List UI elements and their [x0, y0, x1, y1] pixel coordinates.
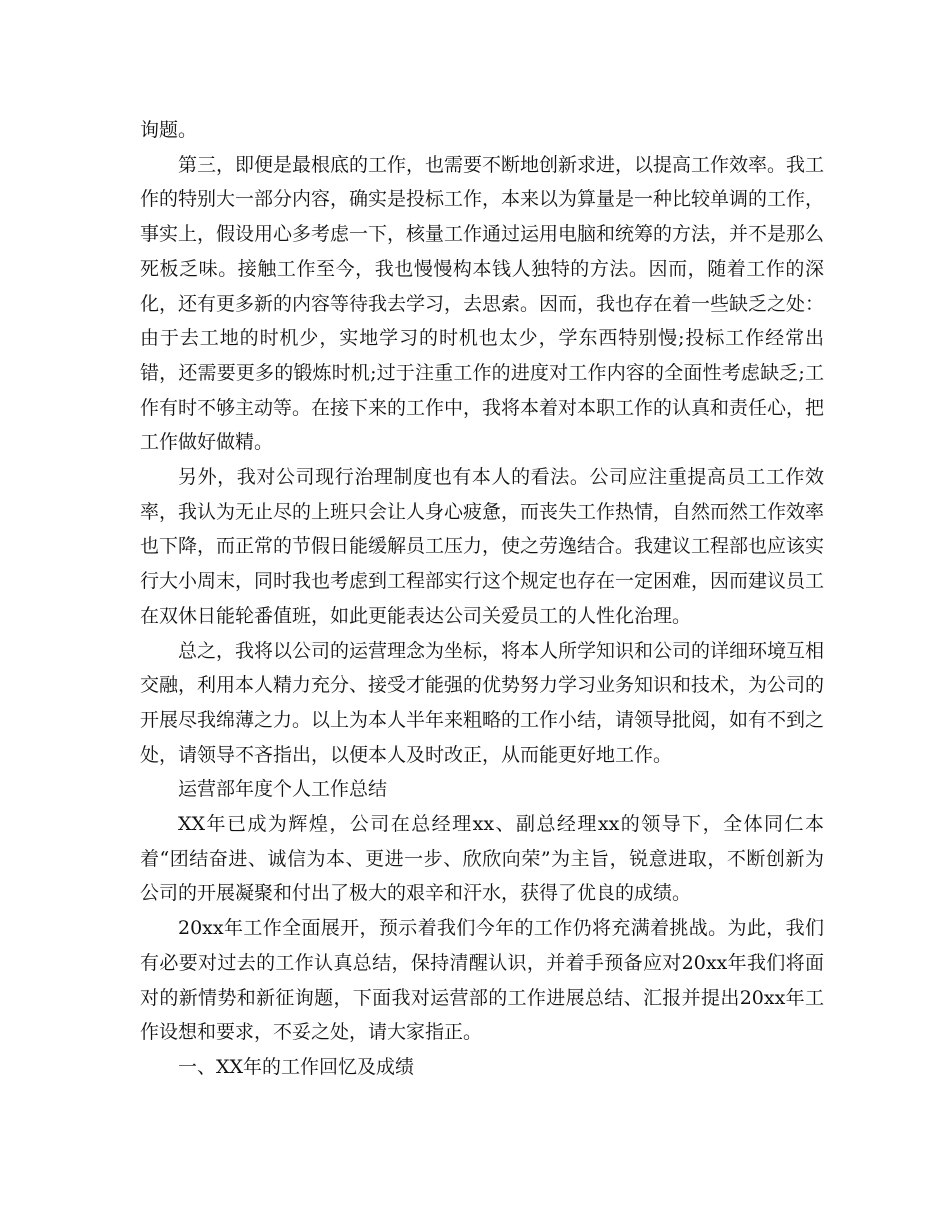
section-subtitle: 一、XX年的工作回忆及成绩	[178, 1055, 415, 1078]
paragraph-new-year-plan: 20xx年工作全面展开，预示着我们今年的工作仍将充满着挑战。为此，我们有必要对过去的工作认真总结，保持清醒认识，并着手预备应对20xx年我们将面对的新情势和新征询题，下面我对运营部的工作进展总结、汇报并提出20xx年工作设想和要求，不妥之处，请大家指正。	[140, 917, 824, 1044]
paragraph-continuation: 询题。	[140, 119, 198, 141]
paragraph-third-point: 第三，即便是最根底的工作，也需要不断地创新求进，以提高工作效率。我工作的特别大一部分内容，确实是投标工作，本来以为算量是一种比较单调的工作，事实上，假设用心多考虑一下，核量工作通过运用电脑和统筹的方法，并不是那么死板乏味。接触工作至今，我也慢慢构本钱人独特的方法。因而，随着工作的深化，还有更多新的内容等待我去学习，去思索。因而，我也存在着一些缺乏之处：由于去工地的时机少，实地学习的时机也太少，学东西特别慢;投标工作经常出错，还需要更多的锻炼时机;过于注重工作的进度对工作内容的全面性考虑缺乏;工作有时不够主动等。在接下来的工作中，我将本着对本职工作的认真和责任心，把工作做好做精。	[140, 153, 825, 454]
paragraph-conclusion: 总之，我将以公司的运营理念为坐标，将本人所学知识和公司的详细环境互相交融，利用本人精力充分、接受才能强的优势努力学习业务知识和技术，为公司的开展尽我绵薄之力。以上为本人半年来粗略的工作小结，请领导批阅，如有不到之处，请领导不吝指出，以便本人及时改正，从而能更好地工作。	[140, 639, 825, 766]
document-body	[140, 113, 824, 1085]
paragraph-year-review: XX年已成为辉煌，公司在总经理xx、副总经理xx的领导下，全体同仁本着“团结奋进、诚信为本、更进一步、欣欣向荣”为主旨，锐意进取，不断创新为公司的开展凝聚和付出了极大的艰辛和汗水，获得了优良的成绩。	[140, 813, 824, 905]
paragraph-management-opinion: 另外，我对公司现行治理制度也有本人的看法。公司应注重提高员工工作效率，我认为无止尽的上班只会让人身心疲惫，而丧失工作热情，自然而然工作效率也下降，而正常的节假日能缓解员工压力，使之劳逸结合。我建议工程部也应该实行大小周末，同时我也考虑到工程部实行这个规定也存在一定困难，因而建议员工在双休日能轮番值班，如此更能表达公司关爱员工的人性化治理。	[140, 466, 825, 627]
section-title: 运营部年度个人工作总结	[178, 778, 388, 801]
